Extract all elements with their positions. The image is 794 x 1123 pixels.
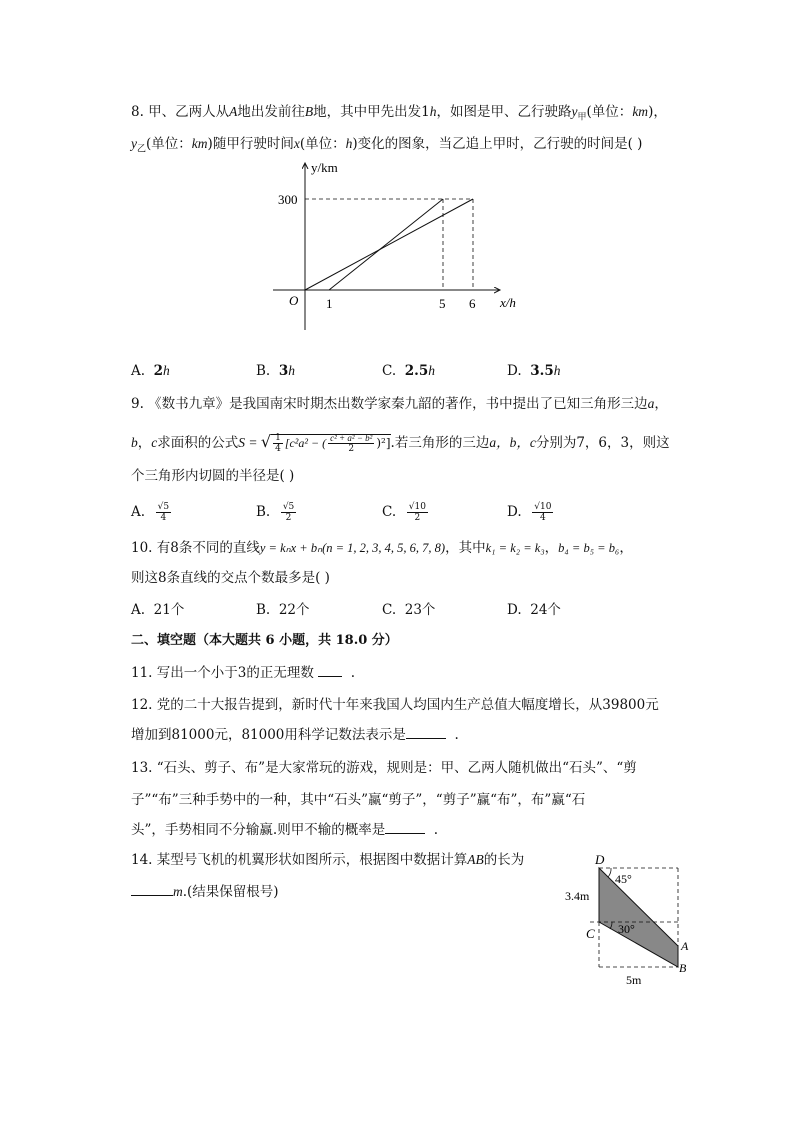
angle-30-label: 30° — [618, 922, 635, 936]
q11-line: 11. 写出一个小于3的正无理数 . — [131, 665, 356, 681]
x-tick-1: 1 — [326, 296, 333, 311]
label-A: A — [681, 939, 689, 953]
width-label: 5m — [626, 973, 642, 987]
q10-option-b[interactable]: B. 22个 — [256, 602, 310, 618]
q8-option-b[interactable]: B. 3h — [256, 363, 295, 379]
q10-option-c[interactable]: C. 23个 — [382, 602, 436, 618]
wing-shape — [599, 868, 678, 967]
angle-arc-45 — [608, 868, 611, 877]
label-B: B — [679, 961, 687, 975]
q13-line3: 头”，手势相同不分输赢.则甲不输的概率是 . — [131, 822, 439, 838]
q13-answer-blank[interactable] — [385, 833, 425, 834]
q9-option-c[interactable]: C. $\frac{√10}{2}$ — [382, 502, 426, 523]
q8-line1: 8. 甲、乙两人从A地出发前往B地，其中甲先出发1h，如图是甲、乙行驶路$y_甲$(单位：km)， — [131, 104, 667, 123]
section-heading: 二、填空题（本大题共 6 小题，共 18.0 分） — [131, 633, 398, 648]
q10-line1: 10. 有8条不同的直线y = kₙx + bₙ(n = 1, 2, 3, 4, 5, 6, 7, 8)，其中k₁ = k₂ = k₃，b₄ = b₅ = b₆， — [131, 540, 633, 556]
q9-option-b[interactable]: B. $\frac{√5}{2}$ — [256, 502, 295, 523]
q14-line2: m.(结果保留根号) — [131, 882, 279, 902]
q9-line3: 个三角形内切圆的半径是( ) — [131, 468, 295, 484]
q14-wing-figure — [560, 850, 700, 990]
x-tick-5: 5 — [439, 296, 446, 311]
label-D: D — [595, 852, 605, 867]
q12-line1: 12. 党的二十大报告提到，新时代十年来我国人均国内生产总值大幅度增长，从39800元 — [131, 697, 659, 713]
q8-graph — [265, 155, 535, 340]
q11-answer-blank[interactable] — [318, 676, 342, 677]
q13-line2: 子”“布”三种手势中的一种，其中“石头”赢“剪子”，“剪子”赢“布”，布”赢“石 — [131, 792, 586, 808]
y-axis-label: y/km — [311, 160, 338, 175]
q12-answer-blank[interactable] — [406, 738, 446, 739]
q9-option-d[interactable]: D. $\frac{√10}{4}$ — [507, 502, 552, 523]
x-axis-label: x/h — [500, 295, 516, 310]
height-label: 3.4m — [565, 889, 590, 903]
q8-line2: $y_乙$(单位：km)随甲行驶时间x(单位：h)变化的图象，当乙追上甲时，乙行驶的时间是( ) — [131, 136, 643, 155]
q8-option-c[interactable]: C. 2.5h — [382, 363, 435, 379]
q8-option-a[interactable]: A. 2h — [131, 363, 170, 379]
origin-label: O — [289, 293, 299, 308]
y-tick-300: 300 — [278, 192, 298, 207]
q10-line2: 则这8条直线的交点个数最多是( ) — [131, 570, 330, 586]
line-jia — [305, 199, 473, 290]
q12-line2: 增加到81000元，81000用科学记数法表示是 . — [131, 727, 459, 743]
q9-option-a[interactable]: A. $\frac{√5}{4}$ — [131, 502, 170, 523]
line-yi — [329, 199, 443, 290]
label-C: C — [586, 926, 595, 941]
q10-option-a[interactable]: A. 21个 — [131, 602, 185, 618]
q8-option-d[interactable]: D. 3.5h — [507, 363, 561, 379]
q10-option-d[interactable]: D. 24个 — [507, 602, 561, 618]
x-tick-6: 6 — [469, 296, 476, 311]
q13-line1: 13. “石头、剪子、布”是大家常玩的游戏，规则是：甲、乙两人随机做出“石头”、“剪 — [131, 760, 637, 776]
q14-answer-blank[interactable] — [131, 895, 173, 896]
q14-line1: 14. 某型号飞机的机翼形状如图所示，根据图中数据计算AB的长为 — [131, 852, 525, 868]
formula-radicand: $\frac{1}{4}$ [c²a² − ( $\frac{\text{c² + a² − b²}}{2}$ )²] — [271, 434, 390, 451]
angle-45-label: 45° — [615, 872, 632, 886]
sqrt-sign: √ — [260, 432, 272, 451]
q9-line2: b，c求面积的公式S = √ $\frac{1}{4}$ [c²a² − ( $\frac{\text{c² + a² − b²}}{2}$ )²].若三角形的三边a，b，c分别为7，6，3，则这 — [131, 432, 670, 454]
q9-line1: 9. 《数书九章》是我国南宋时期杰出数学家秦九韶的著作，书中提出了已知三角形三边a， — [131, 396, 668, 412]
